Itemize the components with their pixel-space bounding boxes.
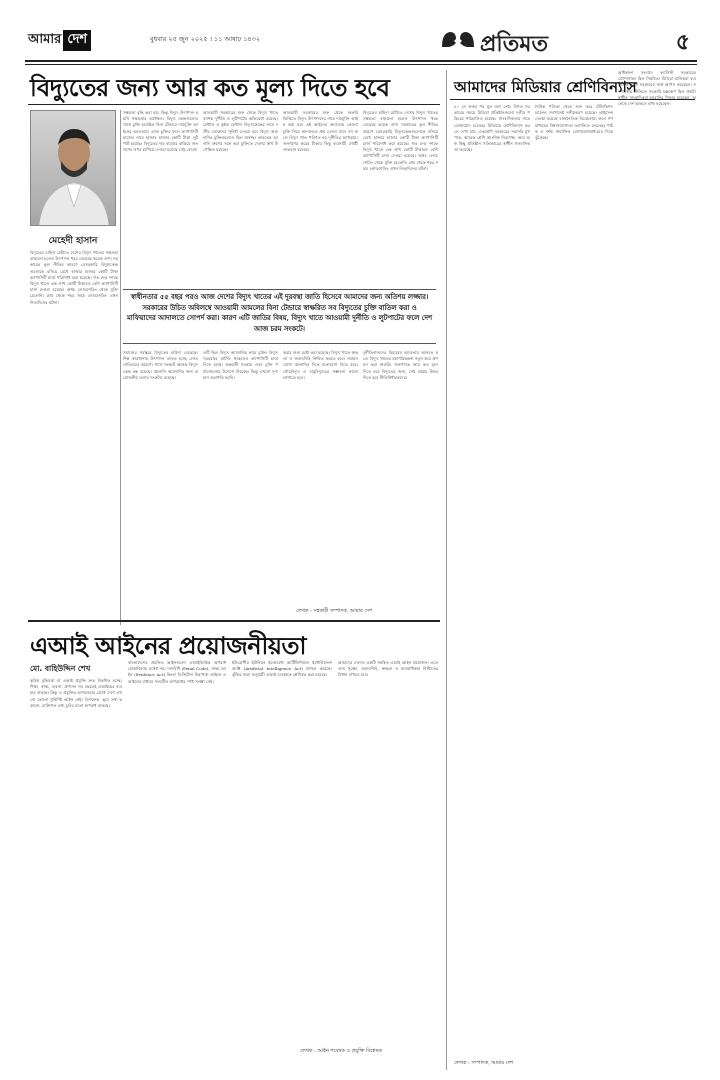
article1-headline-rule bbox=[28, 104, 440, 105]
column-divider bbox=[120, 110, 121, 625]
article2-col3: অধিকাংশ সংবাদে ফ্যাসিস্ট সরকারের প্রোপাগান্ডা ছিল নিয়মিত। মিডিয়া মালিকরা ব্যবসায়িক স্বার্থে সরকারের সঙ্গে আপস করেছেন। সম্পাদকীয় নীতিতে সরকারি হস্তক্ষেপ ছিল প্রকট। স্বাধীন সাংবাদিকরা হয়রানির শিকার হয়েছেন, অনেকে দেশ ছাড়তে বাধ্য হয়েছেন। bbox=[618, 70, 696, 107]
article3-col2: বাংলাদেশের প্রচলিত আইনগুলো এআইভিত্তিক অপরাধ মোকাবিলায় যথেষ্ট নয়। দণ্ডবিধি (Penal Code), সাক্ষ্য আইন (Evidence Act) কিংবা ডিজিটাল নিরাপত্তা আইনে এআইয়ের মাধ্যমে সংঘটিত অপরাধের স্পষ্ট সংজ্ঞা নেই। bbox=[128, 660, 226, 684]
article3-col3: ইউরোপীয় ইউনিয়ন ইতোমধ্যে আর্টিফিশিয়াল ইন্টেলিজেন্স অ্যাক্ট (Artificial Intelligence Act) প্রণয়ন করেছে। ঝুঁকির মাত্রা অনুযায়ী এআই ব্যবস্থাকে শ্রেণিবদ্ধ করা হয়েছে। bbox=[232, 660, 332, 678]
article1-col1: বিদ্যুতের চাহিদা মেটাতে দেশের বিদ্যুৎ খাতের সক্ষমতা বাড়ানো হলেও উৎপাদন খরচ বেড়েছে কয়েক গুণ। সরকারের ভুল নীতির কারণে বেসরকারি বিদ্যুৎকেন্দ্রগুলোকে বসিয়ে রেখে হাজার হাজার কোটি টাকা ক্যাপাসিটি চার্জ পরিশোধ করা হয়েছে। গত দেড় দশকে বিদ্যুৎ খাতে এক লাখ কোটি টাকারও বেশি ক্যাপাসিটি চার্জ দেওয়া হয়েছে। অথচ লোডশেডিং থেকে মুক্তি মেলেনি। গ্রাম থেকে শহর সর্বত্র লোডশেডিং এখন নিত্যদিনের ঘটনা। bbox=[30, 250, 118, 305]
person-portrait-icon bbox=[31, 111, 116, 226]
article1-col3: আওয়ামী সরকারের শুরু থেকে বিদ্যুৎ খাতে ব্যাপক দুর্নীতি ও লুটপাটের অভিযোগ রয়েছে। রেন্টাল ও কুইক রেন্টাল বিদ্যুৎকেন্দ্রের নামে দলীয় লোকদের সুবিধা দেওয়া হয়। বিদ্যুৎ আমদানির চুক্তিগুলোও ছিল অস্বচ্ছ। ভারতের আদানি গ্রুপের সঙ্গে করা চুক্তিতে দেশের স্বার্থ উপেক্ষিত হয়েছে। bbox=[203, 110, 278, 153]
article3-col4: আমাদের দেশেও একটি সমন্বিত এআই আইন প্রয়োজন। এতে তথ্য সুরক্ষা, জবাবদিহি, স্বচ্ছতা ও মানবাধিকার নিশ্চিতের বিধান রাখতে হবে। bbox=[338, 660, 438, 678]
article3-byline: মো. বাহিউদ্দিন শেখ bbox=[30, 664, 91, 673]
page-number: ৫ bbox=[675, 30, 690, 55]
article3-author-note: লেখক : আইন গবেষক ও প্রযুক্তি বিশ্লেষক bbox=[300, 1048, 382, 1054]
issue-date-line: বুধবার ২৫ জুন ২০২৫ । ১১ আষাঢ় ১৪৩২ bbox=[150, 35, 261, 43]
article1-lower-col2: এটি ছিল বিদ্যুৎ আমদানির নামে চুক্তি। বিদ্যুৎ সরবরাহে ঘাটতি থাকলেও ক্যাপাসিটি চার্জ দিতে হচ্ছে। অন্তর্বর্তী সরকার এসব চুক্তি পর্যালোচনার উদ্যোগ নিয়েছে। কিন্তু এখনো দৃশ্যমান অগ্রগতি হয়নি। bbox=[203, 350, 278, 380]
article1-author-note: লেখক : সহকারী সম্পাদক, আমার দেশ bbox=[296, 608, 372, 614]
article3-col1: কৃত্রিম বুদ্ধিমত্তা বা এআই প্রযুক্তি দ্রুত বিকশিত হচ্ছে। শিক্ষা, স্বাস্থ্য, ব্যবসা, প্রশাসন সব ক্ষেত্রেই এআইয়ের ব্যবহার বাড়ছে। কিন্তু এ প্রযুক্তির অপব্যবহার রোধে দেশে এখনো কোনো সুনির্দিষ্ট আইন নেই। ডিপফেক, ভুয়া তথ্য ছড়ানো, ব্যক্তিগত তথ্য চুরির মতো অপরাধ বাড়ছে। bbox=[30, 678, 122, 708]
masthead-name-part1: আমার bbox=[28, 32, 62, 47]
pull-quote: স্বাধীনতার ৫৫ বছর পরও আজ দেশের বিদ্যুৎ খাতের এই দুরবস্থা জাতি হিসেবে আমাদের জন্য অতিশয় লজ্জার। সরকারের উচিত অবিলম্বে আওয়ামী আমলের বিনা টেন্ডারে স্বাক্ষরিত সব বিদ্যুতের চুক্তি বাতিল করা ও মাফিয়াদের আদালতে সোপর্দ করা। কারণ এটি জাতির বিষয়, বিদ্যুৎ খাতে আওয়ামী দুর্নীতি ও লুটপাটের ফলে দেশ আজ চরম সংকটে। bbox=[123, 289, 436, 344]
article1-col4: আওয়ামী সরকারের শুরু থেকে জরুরি ভিত্তিতে বিদ্যুৎ উৎপাদনের নামে দায়মুক্তি আইন করা হয়। এই আইনের আওতায় কোনো চুক্তি নিয়ে আদালতে প্রশ্ন তোলা যাবে না। ফলে বিদ্যুৎ খাত পরিণত হয় দুর্নীতির আখড়ায়। জনগণের করের টাকায় কিছু ব্যবসায়ী গোষ্ঠী লাভবান হয়েছে। bbox=[283, 110, 358, 153]
top-rule-thin bbox=[25, 64, 697, 65]
section-title: প্রতিমত bbox=[480, 32, 548, 57]
faces-logo-icon bbox=[440, 29, 476, 49]
section-header bbox=[440, 25, 695, 57]
article2-author-note: লেখক : সম্পাদক, আমার দেশ bbox=[454, 1060, 514, 1066]
author-photo bbox=[30, 110, 116, 226]
article2-col2: দৈনিক পত্রিকা থেকে শুরু করে টেলিভিশন চ্যানেল সবখানেই দলীয়করণ হয়েছে। লাইসেন্স দেওয়া হয়েছে রাজনৈতিক বিবেচনায়। ফলে গণমাধ্যমের বিশ্বাসযোগ্যতা তলানিতে নেমেছে। পাঠক ও দর্শক সামাজিক যোগাযোগমাধ্যমের দিকে ঝুঁকেছে। bbox=[535, 104, 613, 141]
section-divider bbox=[28, 620, 440, 622]
article1-lower-col3: করার জন্য চেষ্টা করা হয়েছে। বিদ্যুৎ খাতে স্বচ্ছতা ও জবাবদিহি নিশ্চিত করতে হবে। নবায়নযোগ্য জ্বালানির দিকে মনোযোগ দিতে হবে। সৌরবিদ্যুৎ ও বায়ুবিদ্যুতের সম্ভাবনা কাজে লাগাতে হবে। bbox=[283, 350, 358, 380]
article1-lower-col4: দুর্নীতিবাজদের বিচারের আওতায় আনতে হবে। বিদ্যুৎ খাতের মহাপরিকল্পনা নতুন করে প্রণয়ন করা জরুরি। জনগণকে আর কত মূল্য দিতে হবে বিদ্যুতের জন্য, সেই প্রশ্নের উত্তর দিতে হবে নীতিনির্ধারকদের। bbox=[363, 350, 438, 380]
right-column-divider bbox=[446, 70, 447, 1070]
article3-headline: এআই আইনের প্রয়োজনীয়তা bbox=[30, 632, 307, 660]
article2-headline: আমাদের মিডিয়ার শ্রেণিবিন্যাস bbox=[454, 78, 637, 96]
top-rule bbox=[25, 60, 697, 62]
masthead-name-part2: দেশ bbox=[63, 30, 91, 51]
article1-lower-col1: সমাজের সর্বস্তরে বিদ্যুতের চাহিদা বেড়েছে। শিল্প কারখানায় উৎপাদন ব্যাহত হচ্ছে লোডশেডিংয়ের কারণে। গ্যাস সংকটে অনেক বিদ্যুৎকেন্দ্র বন্ধ রয়েছে। জ্বালানি আমদানির জন্য প্রয়োজনীয় ডলার সংকটও রয়েছে। bbox=[123, 350, 198, 380]
article1-headline: বিদ্যুতের জন্য আর কত মূল্য দিতে হবে bbox=[30, 74, 390, 102]
article1-col2: সক্ষমতা বৃদ্ধি করা হয়। কিন্তু বিদ্যুৎ উৎপাদন হয়নি সক্ষমতার অর্ধেকও। বিদ্যুৎ কেন্দ্রগুলোর সাথে চুক্তি হয়েছিল বিনা টেন্ডারে দায়মুক্তি আইনের আওতায়। এসব চুক্তির ফলে ক্যাপাসিটি চার্জের নামে হাজার হাজার কোটি টাকা লুটপাট হয়েছে। বিদ্যুতের দাম বারবার বাড়িয়ে জনগণের ওপর চাপিয়ে দেওয়া হয়েছে সেই বোঝা। bbox=[123, 110, 198, 153]
author-caption: মেহেদী হাসান bbox=[48, 236, 98, 246]
article2-col1: ৮০ নে শুরুর পর মূল বলা নেই। বিগত সরকারের সময়ে মিডিয়া প্রতিষ্ঠানগুলো দলীয় পরিচয়ে পরিচালিত হয়েছে। সাংবাদিকতার নামে তোষামোদ চলেছে। মিডিয়ার শ্রেণিবিন্যাস করলে দেখা যায়, একশ্রেণি সরকারের সরাসরি মুখপাত্র, আরেক শ্রেণি আংশিক নিরপেক্ষ, আর অল্প কিছু প্রতিষ্ঠান সত্যিকারের স্বাধীন সাংবাদিকতা করেছে। bbox=[454, 104, 530, 153]
masthead-logo bbox=[28, 30, 93, 51]
article1-col5: বিদ্যুতের চাহিদা মেটাতে দেশের বিদ্যুৎ খাতের সক্ষমতা বাড়ানো হলেও উৎপাদন খরচ বেড়েছে কয়েক গুণ। সরকারের ভুল নীতির কারণে বেসরকারি বিদ্যুৎকেন্দ্রগুলোকে বসিয়ে রেখে হাজার হাজার কোটি টাকা ক্যাপাসিটি চার্জ পরিশোধ করা হয়েছে। গত দেড় দশকে বিদ্যুৎ খাতে এক লাখ কোটি টাকারও বেশি ক্যাপাসিটি চার্জ দেওয়া হয়েছে। অথচ লোডশেডিং থেকে মুক্তি মেলেনি। গ্রাম থেকে শহর সর্বত্র লোডশেডিং এখন নিত্যদিনের ঘটনা। bbox=[363, 110, 438, 171]
